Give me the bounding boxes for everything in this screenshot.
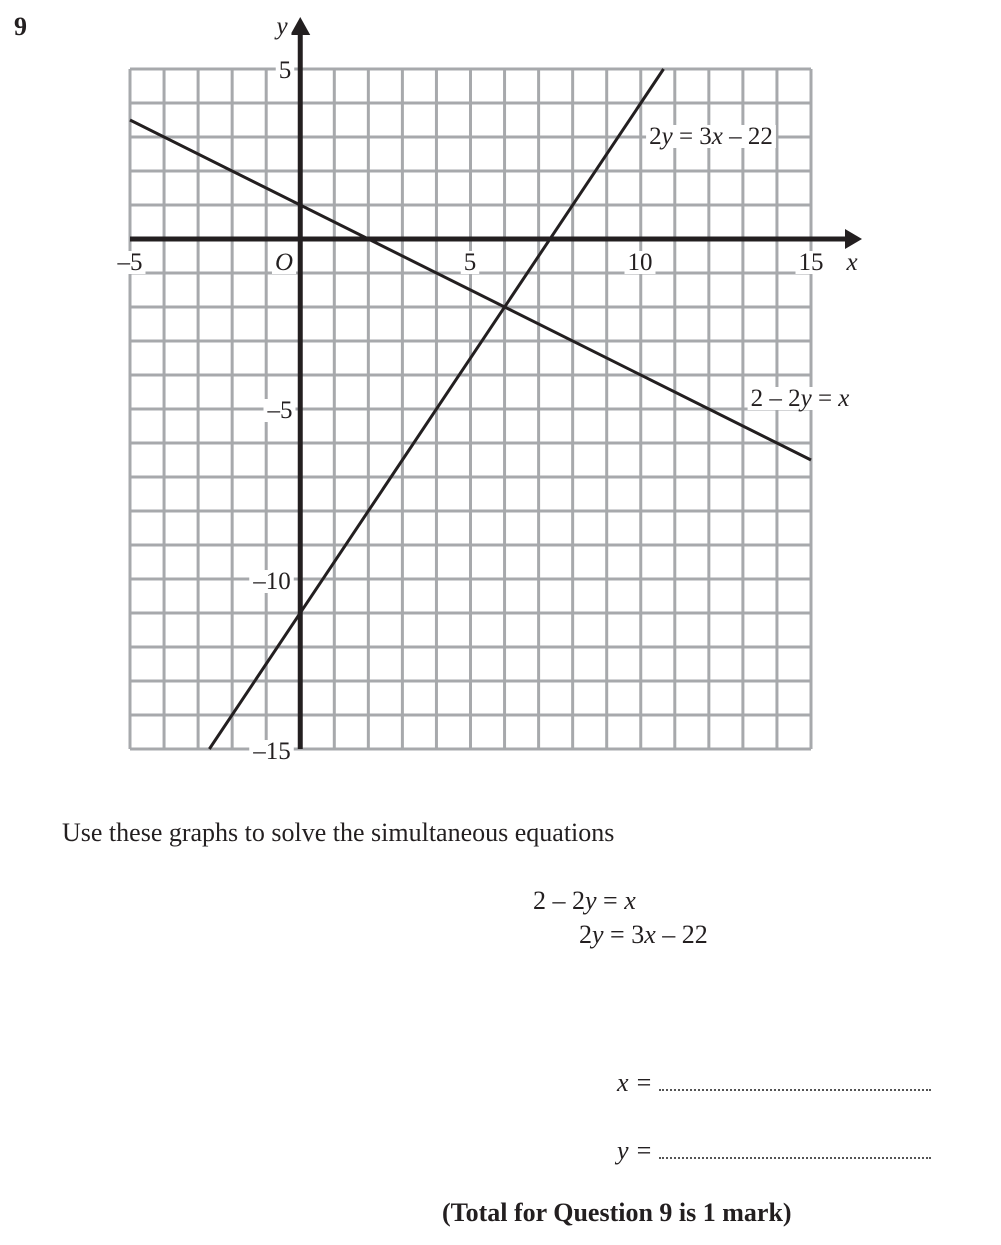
answer-x-label: x = — [617, 1068, 653, 1097]
question-number: 9 — [14, 12, 27, 41]
equation-2: 2y = 3x – 22 — [579, 920, 708, 949]
answer-x[interactable] — [617, 1068, 931, 1098]
svg-text:–10: –10 — [253, 568, 291, 595]
answer-y-field[interactable] — [659, 1156, 931, 1159]
answer-y-label: y = — [617, 1136, 653, 1165]
svg-text:–5: –5 — [117, 249, 143, 276]
equation-1: 2 – 2y = x — [533, 886, 636, 915]
svg-text:–5: –5 — [267, 397, 293, 424]
svg-text:5: 5 — [463, 249, 477, 276]
axis-labels — [114, 13, 861, 765]
answer-x-field[interactable] — [659, 1088, 931, 1091]
svg-text:y: y — [276, 13, 288, 40]
svg-text:–15: –15 — [253, 738, 291, 765]
svg-text:x: x — [846, 249, 858, 276]
answer-y[interactable] — [617, 1136, 931, 1166]
svg-text:5: 5 — [278, 57, 292, 84]
svg-text:10: 10 — [627, 249, 653, 276]
total-marks: (Total for Question 9 is 1 mark) — [442, 1198, 792, 1227]
svg-text:O: O — [274, 249, 294, 276]
question-prompt: Use these graphs to solve the simultaneous equations — [62, 818, 615, 847]
svg-text:15: 15 — [798, 249, 824, 276]
svg-text:2 – 2y = x: 2 – 2y = x — [750, 385, 850, 412]
svg-text:2y = 3x – 22: 2y = 3x – 22 — [649, 123, 773, 150]
